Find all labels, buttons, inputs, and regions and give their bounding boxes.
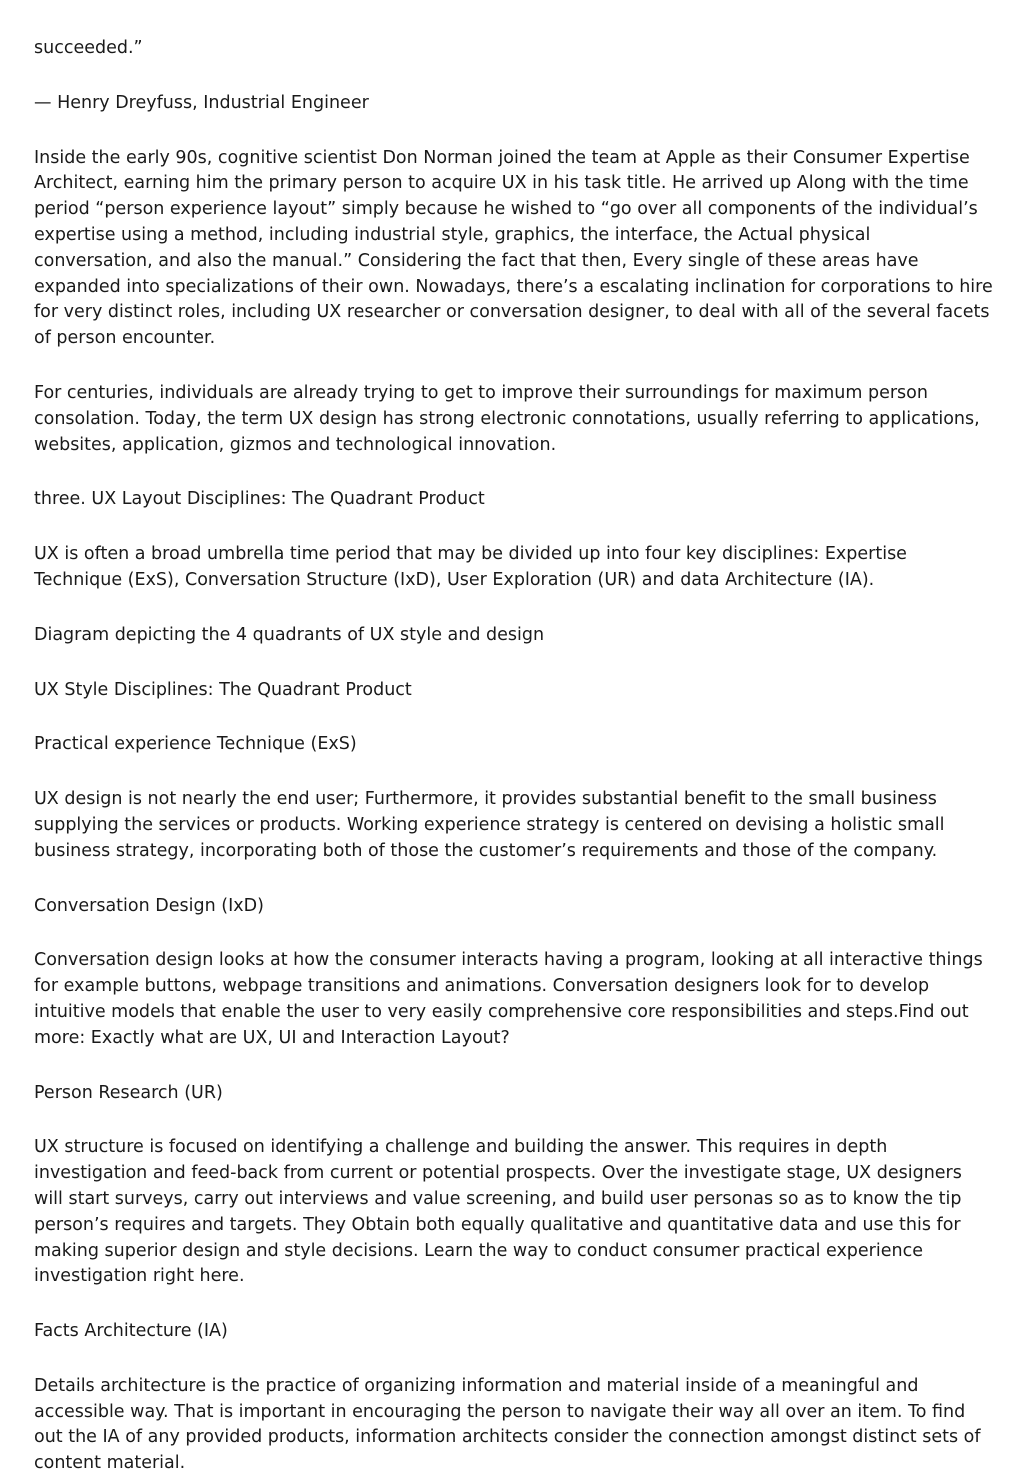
heading-ux-layout-disciplines: three. UX Layout Disciplines: The Quadrant Product	[34, 489, 485, 510]
heading-person-research: Person Research (UR)	[34, 1082, 223, 1103]
diagram-caption: Diagram depicting the 4 quadrants of UX style and design	[34, 624, 545, 645]
paragraph-experience-strategy: UX design is not nearly the end user; Furthermore, it provides substantial benefit to the small business supplying the services or products. Working experience strategy is centered on devising a holistic small business strategy, incorporating both of those the customer’s requirements and those of the company.	[34, 789, 945, 861]
paragraph-centuries: For centuries, individuals are already trying to get to improve their surroundings for maximum person consolation. Today, the term UX design has strong electronic connotations, usually referring to applications, websites, application, gizmos and technological innovation.	[34, 382, 980, 455]
heading-experience-technique: Practical experience Technique (ExS)	[34, 734, 357, 755]
heading-ux-style-disciplines: UX Style Disciplines: The Quadrant Product	[34, 679, 412, 700]
heading-conversation-design: Conversation Design (IxD)	[34, 895, 264, 916]
document-body	[34, 36, 994, 1477]
paragraph-ux-umbrella: UX is often a broad umbrella time period that may be divided up into four key disciplines: Expertise Technique (ExS), Conversation Structure (IxD), User Exploration (UR) and data Architecture (IA).	[34, 544, 907, 590]
paragraph-conversation-design: Conversation design looks at how the consumer interacts having a program, looking at all interactive things for example buttons, webpage transitions and animations. Conversation designers look for to develop intuitive models that enable the user to very easily comprehensive core responsibilities and steps.Find out more: Exactly what are UX, UI and Interaction Layout?	[34, 950, 983, 1048]
quote-attribution: — Henry Dreyfuss, Industrial Engineer	[34, 92, 369, 113]
heading-facts-architecture: Facts Architecture (IA)	[34, 1321, 228, 1342]
paragraph-information-architecture: Details architecture is the practice of organizing information and material inside of a meaningful and accessible way. That is important in encouraging the person to navigate their way all over an item. To find out the IA of any provided products, information architects consider the connection amongst distinct sets of content material.	[34, 1375, 981, 1474]
paragraph-ux-research: UX structure is focused on identifying a challenge and building the answer. This requires in depth investigation and feed-back from current or potential prospects. Over the investigate stage, UX designers will start surveys, carry out interviews and value screening, and build user personas so as to know the tip person’s requires and targets. They Obtain both equally qualitative and quantitative data and use this for making superior design and style decisions. Learn the way to conduct consumer practical experience investigation right here.	[34, 1137, 962, 1287]
quote-ending: succeeded.”	[34, 38, 143, 58]
paragraph-don-norman: Inside the early 90s, cognitive scientist Don Norman joined the team at Apple as their Consumer Expertise Architect, earning him the primary person to acquire UX in his task title. He arrived up Along with the time period “person experience layout” simply because he wished to “go over all components of the individual’s expertise using a method, including industrial style, graphics, the interface, the Actual physical conversation, and also the manual.” Considering the fact that then, Every single of these areas have expanded into specializations of their own. Nowadays, there’s a escalating inclination for corporations to hire for very distinct roles, including UX researcher or conversation designer, to deal with all of the several facets of person encounter.	[34, 147, 993, 349]
